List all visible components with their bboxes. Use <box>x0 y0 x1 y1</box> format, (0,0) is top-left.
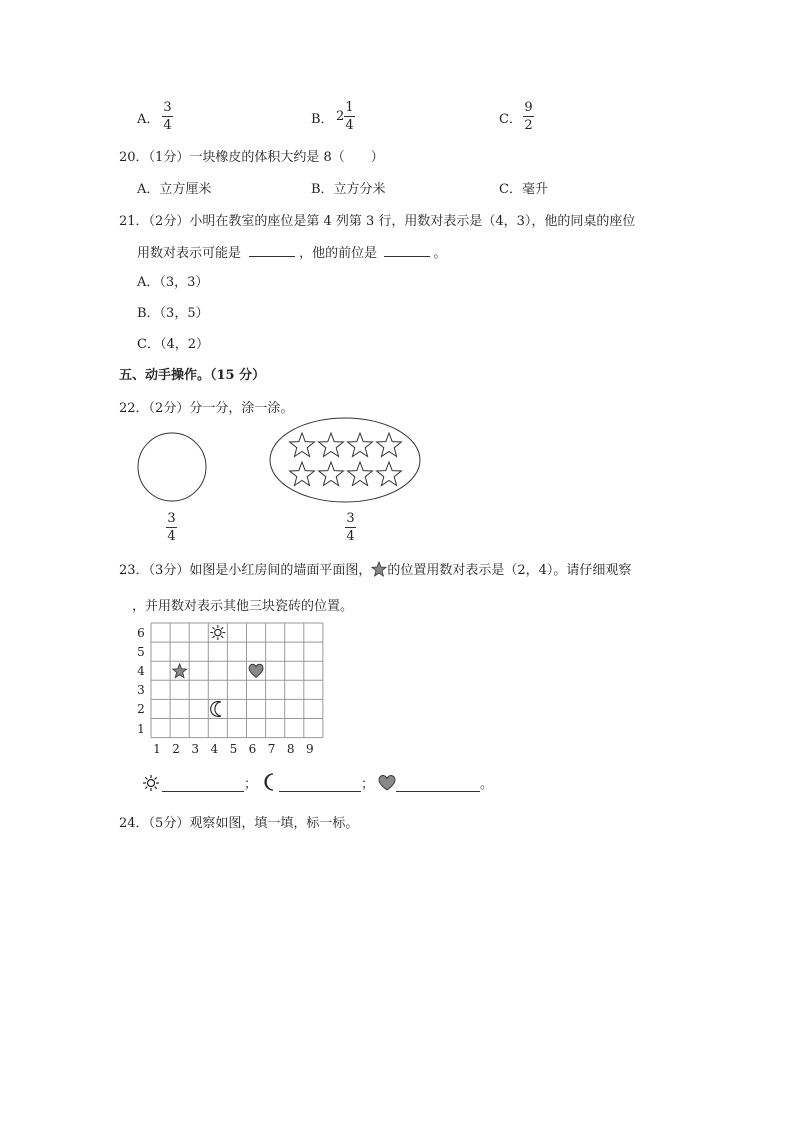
heart-icon <box>249 664 263 677</box>
q19-option-a-letter: A． <box>137 112 160 127</box>
q22-circle-fraction <box>166 512 177 543</box>
fraction-numerator: 9 <box>524 100 533 115</box>
star-icon <box>173 664 187 678</box>
fraction-denominator: 4 <box>346 529 355 544</box>
x-axis-label: 4 <box>210 741 219 756</box>
fraction-numerator: 3 <box>163 100 172 115</box>
q20-option-c: C．毫升 <box>499 182 548 197</box>
x-axis-label: 7 <box>267 741 276 756</box>
q20-option-b: B．立方分米 <box>311 182 386 197</box>
star-shape[interactable] <box>319 433 344 457</box>
q21-text-a: 用数对表示可能是 <box>137 246 242 261</box>
x-axis-label: 2 <box>172 741 180 756</box>
star-shape[interactable] <box>348 433 373 457</box>
q21-option-a: A．（3，3） <box>137 275 209 290</box>
q20-stem: 20．（1分）一块橡皮的体积大约是 8（ ） <box>119 150 384 165</box>
q23-stem-line2: ，并用数对表示其他三块瓷砖的位置。 <box>132 599 354 614</box>
section-title: 五、动手操作。（15 分） <box>119 368 266 383</box>
fraction-numerator: 3 <box>167 511 176 526</box>
q23-stem-line1 <box>119 559 631 578</box>
star-shape[interactable] <box>377 462 402 486</box>
heart-answer-blank[interactable] <box>396 777 480 792</box>
q19-option-b-letter: B． <box>311 112 334 127</box>
sun-icon <box>210 625 225 640</box>
fraction-denominator: 4 <box>163 118 172 133</box>
x-axis-label: 5 <box>229 741 238 756</box>
separator: ； <box>244 777 258 792</box>
y-axis-label: 4 <box>137 664 145 679</box>
fraction-numerator: 1 <box>345 100 354 115</box>
q23-text-a: 23．（3分）如图是小红房间的墙面平面图， <box>119 563 372 578</box>
q21-text-b: ，他的前位是 <box>299 246 378 261</box>
moon-icon <box>211 701 221 716</box>
star-shape[interactable] <box>377 433 402 457</box>
q21-stem-line1: 21．（2分）小明在教室的座位是第 4 列第 3 行，用数对表示是（4，3），他的同桌的座位 <box>119 214 636 229</box>
q21-option-b: B．（3，5） <box>137 306 209 321</box>
x-axis-label: 1 <box>153 741 161 756</box>
q23-answer-line <box>142 772 493 792</box>
moon-answer-blank[interactable] <box>279 777 361 792</box>
y-axis-label: 5 <box>137 645 145 660</box>
sun-answer-blank[interactable] <box>162 777 244 792</box>
x-axis-label: 3 <box>191 741 199 756</box>
fraction-denominator: 2 <box>524 118 533 133</box>
q19-option-b-whole: 2 <box>336 109 345 124</box>
q21-option-c: C．（4，2） <box>137 337 209 352</box>
q20-option-a: A．立方厘米 <box>137 182 212 197</box>
x-axis-label: 6 <box>248 741 257 756</box>
x-axis-label: 9 <box>305 741 314 756</box>
q21-text-c: 。 <box>433 246 447 261</box>
y-axis-label: 3 <box>137 683 145 698</box>
q22-figures <box>0 0 794 560</box>
star-icon <box>371 561 387 577</box>
q24-stem: 24．（5分）观察如图，填一填，标一标。 <box>119 816 359 831</box>
y-axis-label: 2 <box>137 702 145 717</box>
q22-stem: 22．（2分）分一分，涂一涂。 <box>119 401 294 416</box>
fraction-denominator: 4 <box>345 118 354 133</box>
circle-shape[interactable] <box>138 433 206 501</box>
y-axis-label: 6 <box>137 626 145 640</box>
sun-icon <box>142 774 160 792</box>
fraction-denominator: 4 <box>167 529 176 544</box>
y-axis-label: 1 <box>137 721 145 736</box>
q23-text-b: 的位置用数对表示是（2，4）。请仔细观察 <box>387 563 632 578</box>
star-shape[interactable] <box>348 462 373 486</box>
q22-stars-fraction <box>345 512 356 543</box>
stars-group <box>290 433 402 486</box>
heart-icon <box>378 774 396 792</box>
separator: ； <box>361 777 375 792</box>
fraction-numerator: 3 <box>346 511 355 526</box>
moon-icon <box>261 772 279 792</box>
x-axis-label: 8 <box>286 741 295 756</box>
q19-option-c-letter: C． <box>499 112 522 127</box>
end-mark: 。 <box>480 777 494 792</box>
star-shape[interactable] <box>290 433 315 457</box>
star-shape[interactable] <box>290 462 315 486</box>
star-shape[interactable] <box>319 462 344 486</box>
stars-ellipse <box>270 418 420 502</box>
